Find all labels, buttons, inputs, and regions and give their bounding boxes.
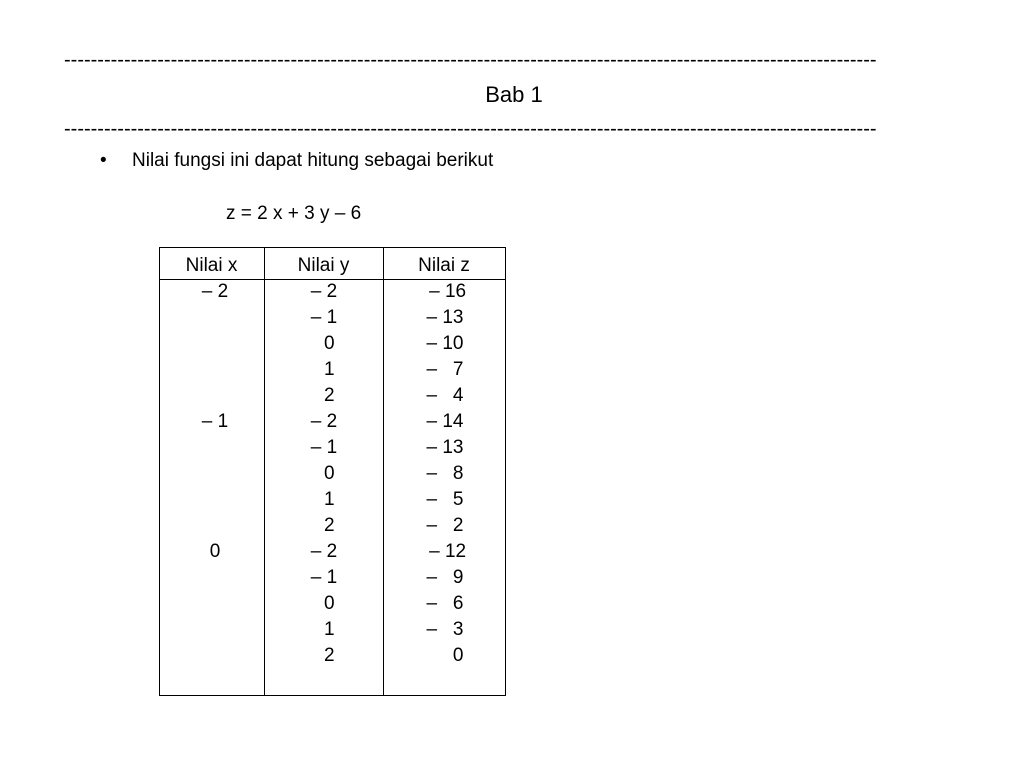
table-cell: – 2 <box>310 281 338 302</box>
value-table <box>159 247 506 696</box>
table-cell: – 8 <box>426 463 464 484</box>
header-nilai-z: Nilai z <box>418 255 470 276</box>
page-title: Bab 1 <box>485 82 543 107</box>
table-cell: – 2 <box>310 541 338 562</box>
table-cell: 0 <box>313 333 335 354</box>
table-cell: – 4 <box>426 385 464 406</box>
table-cell: – 5 <box>426 489 464 510</box>
table-cell: – 14 <box>426 411 464 432</box>
table-cell: – 13 <box>426 437 464 458</box>
header-nilai-y: Nilai y <box>297 255 350 276</box>
table-cell: – 12 <box>423 541 467 562</box>
table-border-bottom <box>159 695 506 696</box>
table-cell: – 2 <box>201 281 229 302</box>
table-divider-1 <box>264 247 265 696</box>
table-cell: 0 <box>313 463 335 484</box>
bullet-text: Nilai fungsi ini dapat hitung sebagai berikut <box>132 150 494 171</box>
table-cell: 1 <box>313 359 335 380</box>
top-dash-rule: -------------------------------------------------------------------------------------------------------------------------- <box>64 50 877 70</box>
table-cell: 0 <box>313 593 335 614</box>
table-cell: – 2 <box>310 411 338 432</box>
table-cell: – 16 <box>423 281 467 302</box>
table-border-top <box>159 247 506 248</box>
table-cell: – 10 <box>426 333 464 354</box>
table-cell: – 7 <box>426 359 464 380</box>
table-cell: – 13 <box>426 307 464 328</box>
formula: z = 2 x + 3 y – 6 <box>226 203 362 224</box>
table-border-left <box>159 247 160 696</box>
table-cell: – 1 <box>310 567 338 588</box>
bullet-icon: • <box>100 150 107 171</box>
table-cell: – 3 <box>426 619 464 640</box>
table-cell: 1 <box>313 619 335 640</box>
table-cell: – 1 <box>201 411 229 432</box>
table-border-right <box>505 247 506 696</box>
table-cell: 0 <box>209 541 221 562</box>
table-cell: 2 <box>313 385 335 406</box>
table-cell: 2 <box>313 515 335 536</box>
table-cell: – 2 <box>426 515 464 536</box>
table-divider-2 <box>383 247 384 696</box>
table-cell: – 1 <box>310 437 338 458</box>
header-nilai-x: Nilai x <box>185 255 238 276</box>
table-cell: – 6 <box>426 593 464 614</box>
bottom-dash-rule: -------------------------------------------------------------------------------------------------------------------------- <box>64 119 877 139</box>
table-cell: – 1 <box>310 307 338 328</box>
table-cell: 2 <box>313 645 335 666</box>
bullet-item <box>100 150 493 172</box>
table-cell: – 9 <box>426 567 464 588</box>
table-cell: 1 <box>313 489 335 510</box>
table-cell: 0 <box>426 645 464 666</box>
